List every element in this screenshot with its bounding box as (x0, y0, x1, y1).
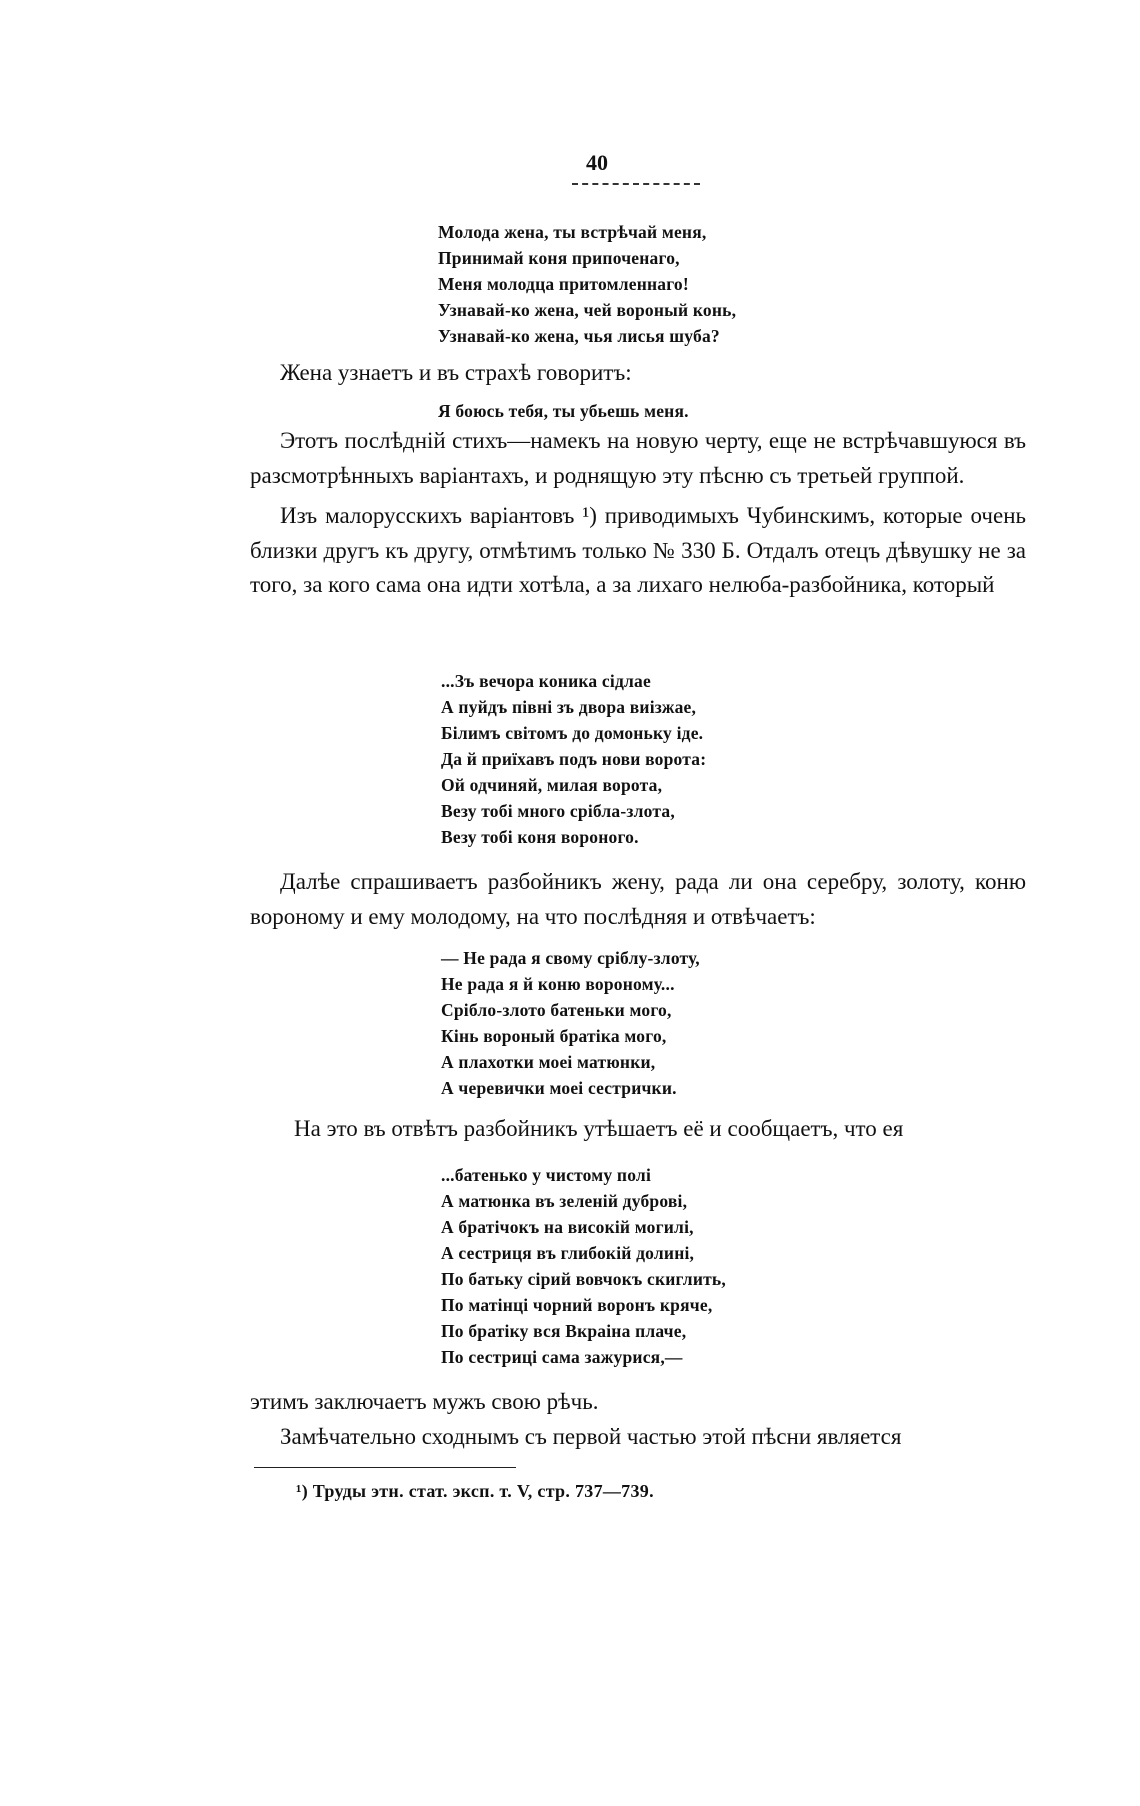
verse-line: По матінці чорний воронъ кряче, (441, 1295, 713, 1315)
verse-line: Везу тобі много срібла-злота, (441, 801, 675, 821)
verse-line: По батьку сірий вовчокъ скиглить, (441, 1269, 726, 1289)
verse-line: А плахотки моеі матюнки, (441, 1052, 656, 1072)
verse-line: По сестриці сама зажурися,— (441, 1347, 683, 1367)
verse-block-4 (441, 945, 700, 1101)
verse-line: А сестриця въ глибокій долині, (441, 1243, 695, 1263)
prose-block-1 (250, 424, 1026, 603)
verse-block-1 (438, 219, 736, 349)
paragraph-text: Жена узнаетъ и въ страхѣ говоритъ: (280, 360, 632, 385)
paragraph-text: Далѣе спрашиваетъ разбойникъ жену, рада ли она серебру, золоту, коню вороному и ему молодому, на что послѣдняя и отвѣчаетъ: (250, 869, 1026, 929)
verse-line: А пуйдъ півні зъ двора виізжае, (441, 697, 697, 717)
verse-block-2 (438, 398, 689, 424)
verse-line: Я боюсь тебя, ты убьешь меня. (438, 401, 689, 421)
verse-line: Принимай коня припоченаго, (438, 248, 680, 268)
footnote-rule (254, 1467, 516, 1468)
prose-block-end (250, 1385, 1026, 1454)
verse-line: Везу тобі коня вороного. (441, 827, 639, 847)
paragraph-text: Изъ малорусскихъ варіантовъ ¹) приводимыхъ Чубинскимъ, которые очень близки другъ къ другу, отмѣтимъ только № 330 Б. Отдалъ отецъ дѣвушку не за того, за кого сама она идти хотѣла, а за лихаго нелюба-разбойника, который (250, 503, 1026, 597)
verse-line: Да й приїхавъ подъ нови ворота: (441, 749, 707, 769)
verse-line: Срібло-злото батеньки мого, (441, 1000, 672, 1020)
verse-block-3 (441, 668, 706, 850)
verse-line: А черевички моеі сестрички. (441, 1078, 677, 1098)
verse-line: Кінь вороный братіка мого, (441, 1026, 667, 1046)
page-number: 40 (586, 150, 608, 175)
verse-line: А матюнка въ зеленій дуброві, (441, 1191, 688, 1211)
paragraph-text: На это въ отвѣтъ разбойникъ утѣшаетъ её и сообщаетъ, что ея (294, 1116, 904, 1141)
verse-line: — Не рада я свому сріблу-злоту, (441, 948, 700, 968)
prose-paragraph-1 (250, 356, 1026, 391)
verse-line: Узнавай-ко жена, чей вороный конь, (438, 300, 737, 320)
verse-line: Меня молодца притомленнаго! (438, 274, 689, 294)
verse-line: Молода жена, ты встрѣчай меня, (438, 222, 707, 242)
paragraph-text: этимъ заключаетъ мужъ свою рѣчь. (250, 1389, 599, 1414)
prose-line-3 (294, 1112, 1034, 1147)
verse-line: Білимъ світомъ до домоньку іде. (441, 723, 704, 743)
verse-line: ...батенько у чистому полі (441, 1165, 652, 1185)
verse-line: Узнавай-ко жена, чья лисья шуба? (438, 326, 720, 346)
paragraph-text: Замѣчательно сходнымъ съ первой частью этой пѣсни является (280, 1423, 902, 1449)
verse-line: А братічокъ на високій могилі, (441, 1217, 694, 1237)
page-number-rule (572, 183, 700, 185)
verse-block-5 (441, 1162, 726, 1370)
paragraph-text: Этотъ послѣдній стихъ—намекъ на новую черту, еще не встрѣчавшуюся въ разсмотрѣнныхъ варіантахъ, и роднящую эту пѣсню съ третьей группой. (250, 428, 1026, 488)
verse-line: Ой одчиняй, милая ворота, (441, 775, 663, 795)
verse-line: По братіку вся Вкраіна плаче, (441, 1321, 687, 1341)
prose-block-2 (250, 865, 1026, 934)
verse-line: Не рада я й коню вороному... (441, 974, 675, 994)
verse-line: ...Зъ вечора коника сідлае (441, 671, 651, 691)
footnote: ¹) Труды этн. стат. эксп. т. V, стр. 737—739. (296, 1481, 654, 1501)
